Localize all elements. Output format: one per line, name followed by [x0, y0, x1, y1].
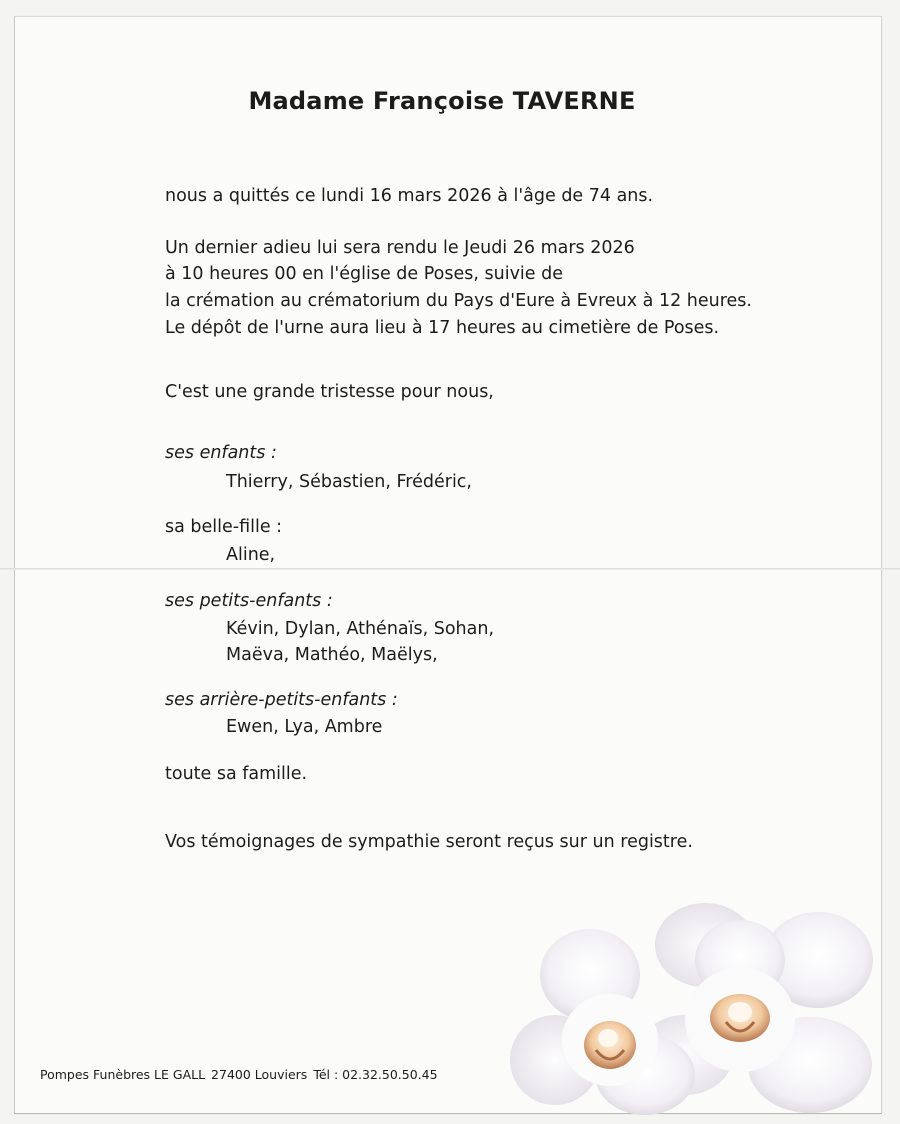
- ceremony-line-2: à 10 heures 00 en l'église de Poses, suivie de: [165, 264, 563, 284]
- grandchildren-names-line-1: Kévin, Dylan, Athénaïs, Sohan,: [226, 619, 495, 639]
- funeral-home-name: Pompes Funèbres LE GALL: [40, 1067, 206, 1082]
- orchid-flowers-icon: [500, 900, 890, 1122]
- deceased-name-title: Madame Françoise TAVERNE: [248, 87, 636, 115]
- great-grandchildren-label: ses arrière-petits-enfants :: [165, 690, 398, 710]
- ceremony-line-1: Un dernier adieu lui sera rendu le Jeudi 26 mars 2026: [165, 238, 635, 258]
- paper-fold-line: [0, 568, 900, 570]
- grandchildren-names-line-2: Maëva, Mathéo, Maëlys,: [226, 645, 438, 665]
- ceremony-line-4: Le dépôt de l'urne aura lieu à 17 heures au cimetière de Poses.: [165, 318, 720, 338]
- daughter-in-law-label: sa belle-fille :: [165, 517, 283, 537]
- children-label: ses enfants :: [165, 443, 277, 463]
- sorrow-text: C'est une grande tristesse pour nous,: [165, 382, 494, 402]
- grandchildren-label: ses petits-enfants :: [165, 591, 333, 611]
- funeral-home-city: 27400 Louviers: [211, 1067, 308, 1082]
- condolences-text: Vos témoignages de sympathie seront reçus sur un registre.: [165, 832, 693, 852]
- death-announcement: nous a quittés ce lundi 16 mars 2026 à l'âge de 74 ans.: [165, 186, 654, 206]
- funeral-home-footer: [40, 1067, 444, 1082]
- whole-family-text: toute sa famille.: [165, 764, 308, 784]
- daughter-in-law-name: Aline,: [226, 545, 276, 565]
- ceremony-line-3: la crémation au crématorium du Pays d'Eure à Evreux à 12 heures.: [165, 291, 752, 311]
- children-names: Thierry, Sébastien, Frédéric,: [226, 472, 472, 492]
- funeral-home-phone: Tél : 02.32.50.50.45: [313, 1067, 438, 1082]
- great-grandchildren-names: Ewen, Lya, Ambre: [226, 717, 383, 737]
